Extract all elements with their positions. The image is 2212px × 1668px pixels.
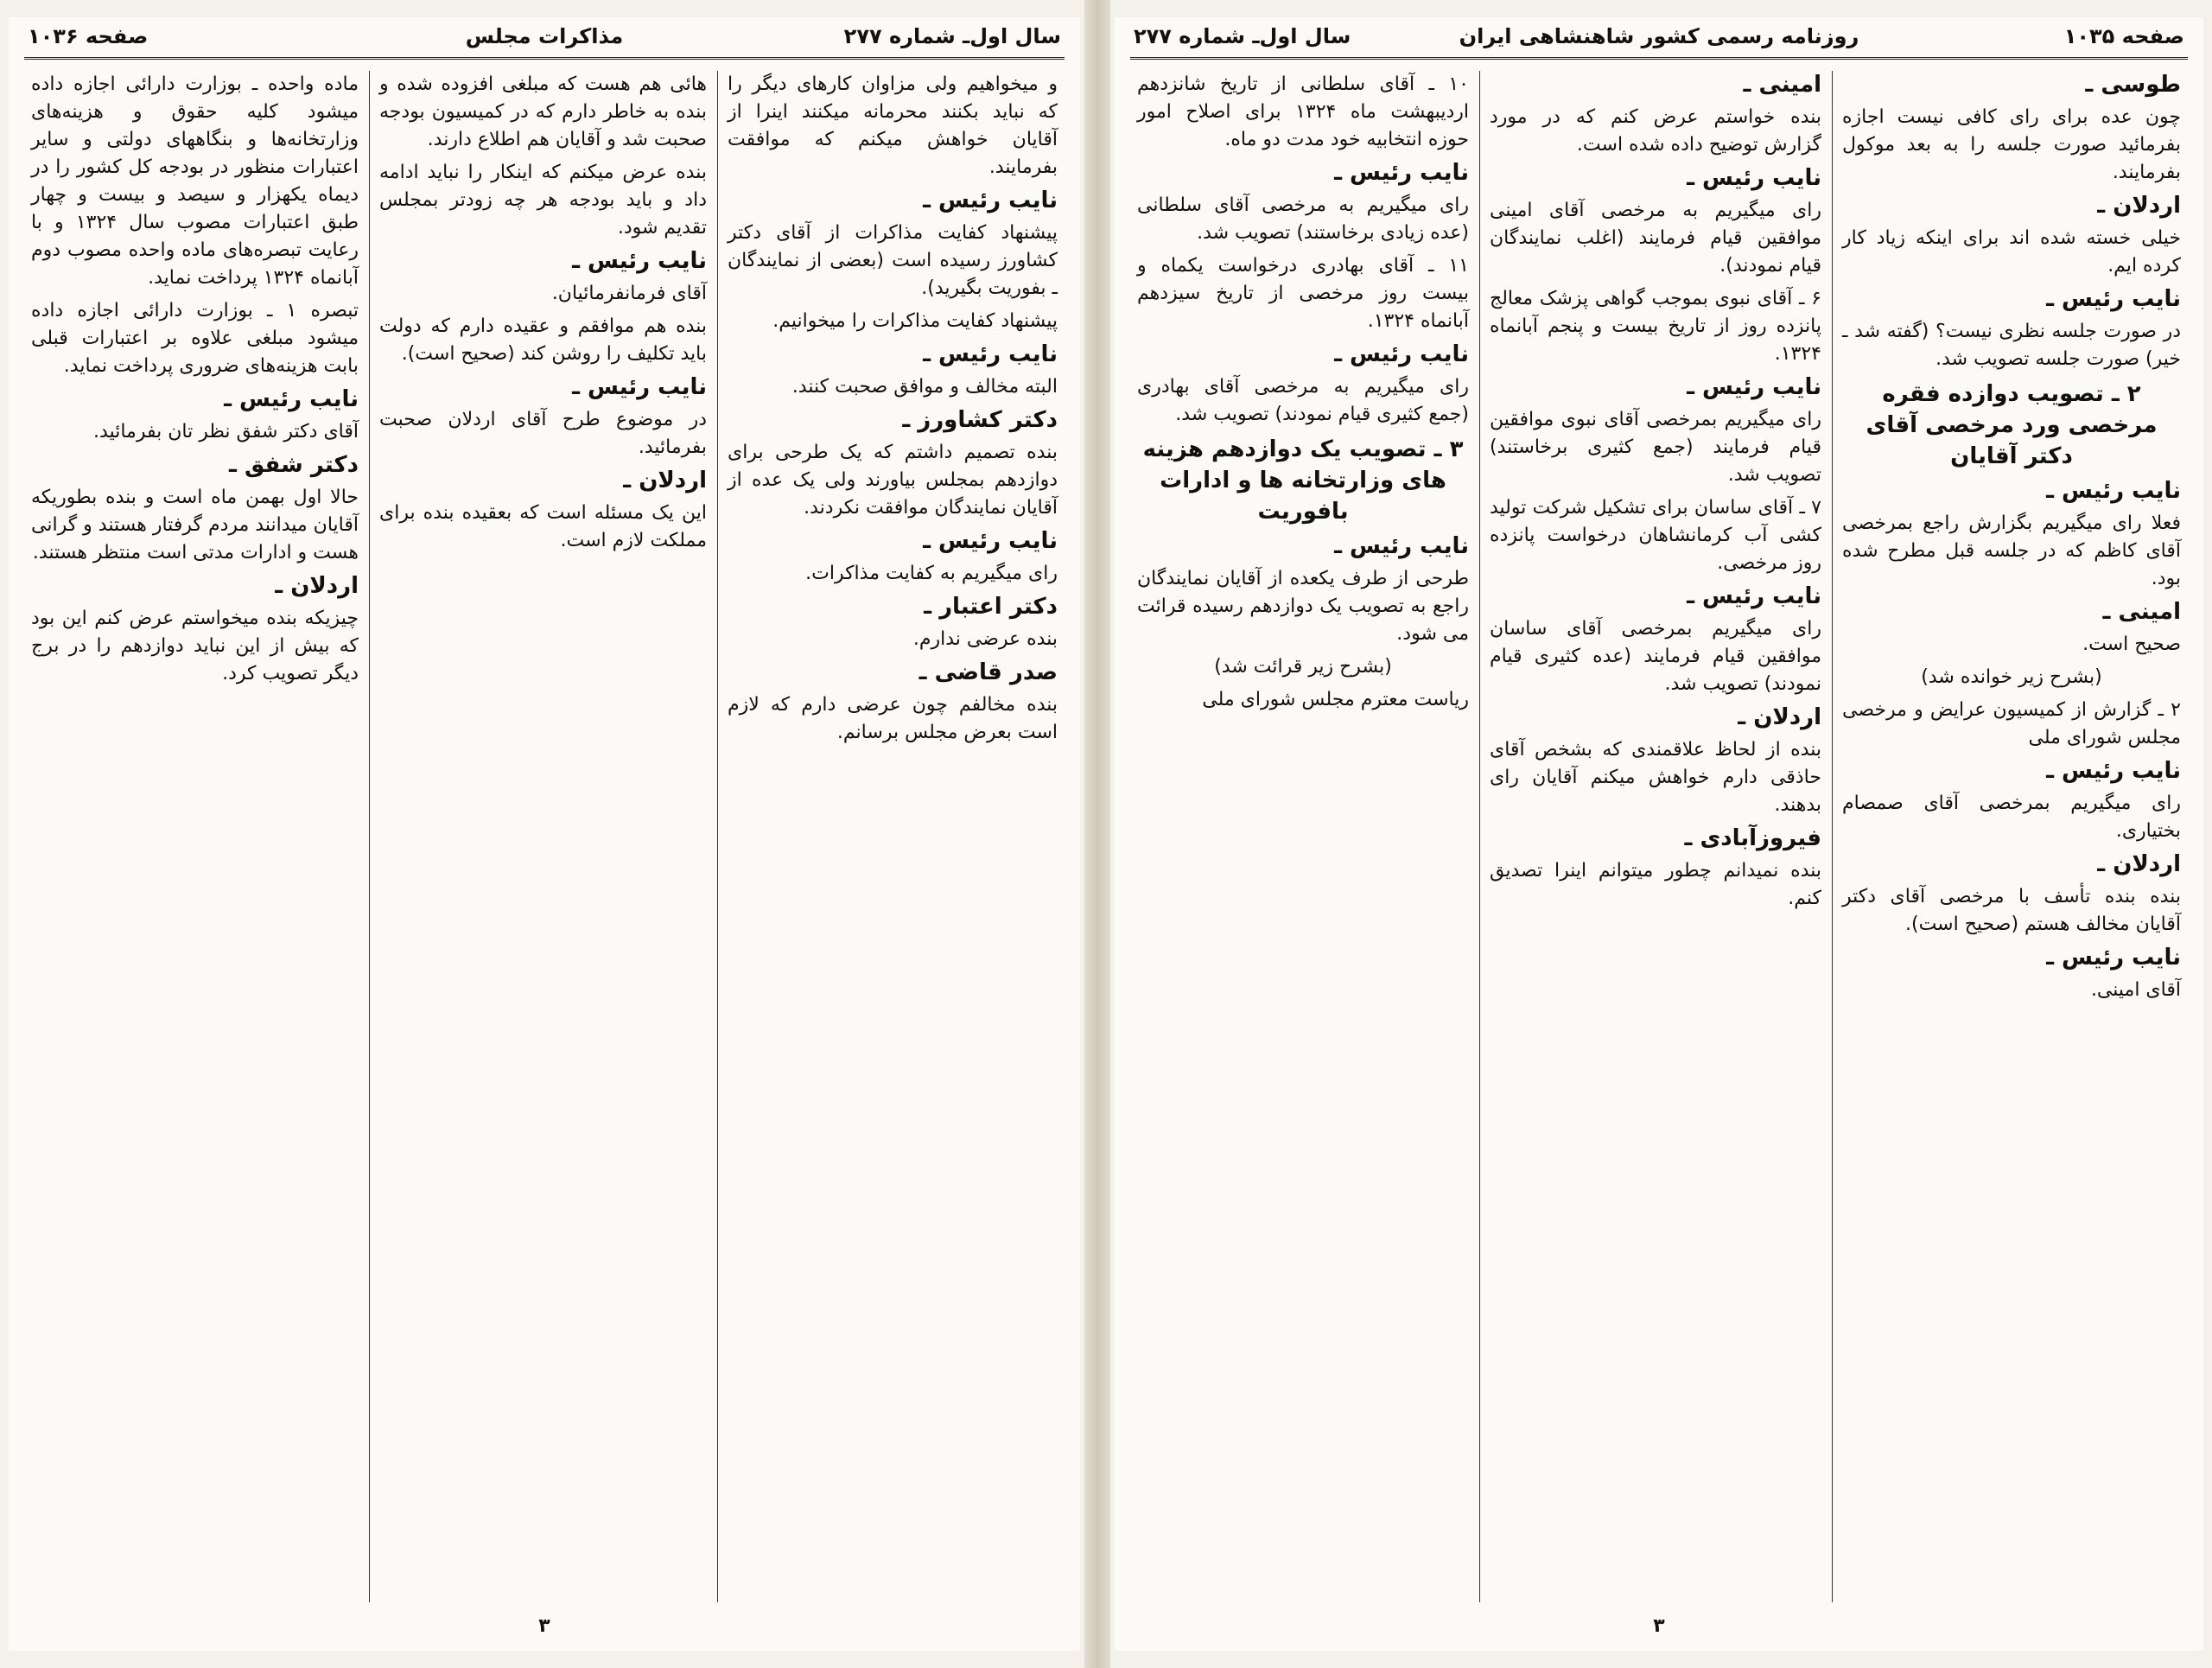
paragraph: بنده مخالفم چون عرضی دارم که لازم است بعرض مجلس برسانم. bbox=[728, 694, 1058, 743]
column-rule bbox=[717, 71, 718, 1602]
paragraph: ماده واحده ـ بوزارت دارائی اجازه داده میشود کلیه حقوق و هزینه‌های وزارتخانه‌ها و بنگاههای دولتی و سایر اعتبارات منظور در بودجه کل کشور را در دیماه یکهزار و سیصد و بیست و چهار طبق اعتبارات مصوب سال ۱۳۲۴ و با رعایت تبصره‌های ماده واحده مصوب دوم آبانماه ۱۳۲۴ پرداخت نماید. bbox=[31, 73, 359, 289]
paragraph: رای میگیریم به مرخصی آقای سلطانی (عده زیادی برخاستند) تصویب شد. bbox=[1137, 194, 1469, 244]
left-page bbox=[9, 17, 1080, 1651]
paragraph: رای میگیریم بمرخصی آقای نبوی موافقین قیام فرمایند (جمع کثیری برخاستند) تصویب شد. bbox=[1490, 409, 1821, 486]
speaker-name: نایب رئیس ـ bbox=[572, 248, 707, 274]
speaker-name: نایب رئیس ـ bbox=[1334, 341, 1469, 367]
paragraph: ۱۰ ـ آقای سلطانی از تاریخ شانزدهم اردیبهشت ماه ۱۳۲۴ برای اصلاح امور حوزه انتخابیه خود مدت دو ماه. bbox=[1137, 73, 1469, 150]
paragraph: بنده خواستم عرض کنم که در مورد گزارش توضیح داده شده است. bbox=[1490, 106, 1821, 156]
paragraph: طرحی از طرف یکعده از آقایان نمایندگان راجع به تصویب یک دوازدهم رسیده قرائت می شود. bbox=[1137, 568, 1469, 645]
paragraph: و میخواهیم ولی مزاوان کارهای دیگر را که نباید بکنند محرمانه میکنند اینرا از آقایان خواهش میکنم که موافقت بفرمایند. bbox=[728, 73, 1058, 178]
paragraph: پیشنهاد کفایت مذاکرات را میخوانیم. bbox=[772, 310, 1058, 332]
left-col-3 bbox=[24, 71, 365, 1602]
paragraph: ۶ ـ آقای نبوی بموجب گواهی پزشک معالج پانزده روز از تاریخ بیست و پنجم آبانماه ۱۳۲۴. bbox=[1490, 288, 1821, 365]
right-page-columns bbox=[1130, 71, 2188, 1602]
speaker-name: طوسی ـ bbox=[2085, 72, 2181, 98]
paragraph: ۲ ـ گزارش از کمیسیون عرایض و مرخصی مجلس شورای ملی bbox=[1842, 699, 2181, 748]
speaker-name: نایب رئیس ـ bbox=[2046, 286, 2181, 312]
binding-gutter bbox=[1084, 0, 1110, 1668]
speaker-name: فیروزآبادی ـ bbox=[1684, 825, 1821, 851]
paragraph: خیلی خسته شده اند برای اینکه زیاد کار کرده ایم. bbox=[1842, 227, 2181, 277]
speaker-name: نایب رئیس ـ bbox=[1687, 165, 1821, 191]
left-header-title: مذاکرات مجلس bbox=[465, 24, 624, 48]
left-col-1 bbox=[721, 71, 1065, 1602]
left-header-page-number: صفحه ۱۰۳۶ bbox=[28, 24, 149, 48]
speaker-name: نایب رئیس ـ bbox=[2046, 758, 2181, 784]
paragraph: ۱۱ ـ آقای بهادری درخواست یکماه و بیست روز مرخصی از تاریخ سیزدهم آبانماه ۱۳۲۴. bbox=[1137, 255, 1469, 332]
paragraph: در موضوع طرح آقای اردلان صحبت بفرمائید. bbox=[379, 409, 707, 458]
speaker-name: اردلان ـ bbox=[1738, 704, 1821, 730]
speaker-name: نایب رئیس ـ bbox=[224, 386, 359, 412]
left-page-header bbox=[24, 17, 1065, 60]
column-rule bbox=[1832, 71, 1833, 1602]
left-footer-page-number: ۳ bbox=[538, 1615, 550, 1637]
speaker-name: نایب رئیس ـ bbox=[1687, 583, 1821, 609]
column-rule bbox=[1479, 71, 1480, 1602]
paragraph: رای میگیریم به کفایت مذاکرات. bbox=[805, 563, 1058, 584]
paragraph: بنده بنده تأسف با مرخصی آقای دکتر آقایان مخالف هستم (صحیح است). bbox=[1842, 886, 2181, 935]
paragraph: چون عده برای رای کافی نیست اجازه بفرمائید صورت جلسه را به بعد موکول بفرمایند. bbox=[1842, 106, 2181, 183]
right-col-2 bbox=[1483, 71, 1828, 1602]
right-footer-page-number: ۳ bbox=[1653, 1615, 1665, 1637]
speaker-name: امینی ـ bbox=[1743, 72, 1821, 98]
speaker-name: اردلان ـ bbox=[2097, 193, 2181, 219]
speaker-name: نایب رئیس ـ bbox=[572, 374, 707, 400]
right-page bbox=[1115, 17, 2203, 1651]
paragraph: ۷ ـ آقای ساسان برای تشکیل شرکت تولید کشی آب کرمانشاهان درخواست پانزده روز مرخصی. bbox=[1490, 497, 1821, 574]
left-page-columns bbox=[24, 71, 1065, 1602]
section-heading: ۳ ـ تصویب یک دوازدهم هزینه های وزارتخانه ها و ادارات بافوریت bbox=[1142, 436, 1464, 525]
right-col-1 bbox=[1835, 71, 2188, 1602]
speaker-name: نایب رئیس ـ bbox=[1334, 160, 1469, 186]
right-header-issue: سال اول‌ـ شماره ۲۷۷ bbox=[1134, 24, 1351, 48]
paragraph: بنده تصمیم داشتم که یک طرحی برای دوازدهم بمجلس بیاورند ولی یک عده از آقایان نمایندگان موافقت نکردند. bbox=[728, 442, 1058, 519]
right-col-3 bbox=[1130, 71, 1476, 1602]
paragraph: بنده از لحاظ علاقمندی که بشخص آقای حاذقی دارم خواهش میکنم آقایان رای بدهند. bbox=[1490, 739, 1821, 816]
paragraph: البته مخالف و موافق صحبت کنند. bbox=[791, 376, 1058, 398]
paragraph: بنده عرض میکنم که اینکار را نباید ادامه داد و باید بودجه هر چه زودتر بمجلس تقدیم شود. bbox=[379, 162, 707, 239]
speaker-name: نایب رئیس ـ bbox=[923, 188, 1058, 213]
speaker-name: نایب رئیس ـ bbox=[1334, 533, 1469, 559]
paragraph: بنده نمیدانم چطور میتوانم اینرا تصدیق کنم. bbox=[1490, 860, 1821, 909]
speaker-name: اردلان ـ bbox=[275, 573, 359, 599]
paragraph: رای میگیریم به مرخصی آقای بهادری (جمع کثیری قیام نمودند) تصویب شد. bbox=[1137, 376, 1469, 425]
speaker-name: نایب رئیس ـ bbox=[923, 341, 1058, 367]
speaker-name: نایب رئیس ـ bbox=[2046, 478, 2181, 504]
speaker-name: نایب رئیس ـ bbox=[923, 528, 1058, 554]
paragraph: حالا اول بهمن ماه است و بنده بطوریکه آقایان میدانند مردم گرفتار هستند و گرانی هست و ادارات مدتی است منتظر هستند. bbox=[31, 487, 359, 563]
paragraph: بنده عرضی ندارم. bbox=[912, 628, 1058, 650]
speaker-name: اردلان ـ bbox=[2097, 851, 2181, 877]
speaker-name: صدر قاضی ـ bbox=[918, 659, 1058, 685]
paragraph: بنده هم موافقم و عقیده دارم که دولت باید تکلیف را روشن کند (صحیح است). bbox=[379, 315, 707, 365]
paragraph: رای میگیریم بمرخصی آقای ساسان موافقین قیام فرمایند (عده کثیری قیام نمودند) تصویب شد. bbox=[1490, 618, 1821, 695]
right-header-title: روزنامه رسمی کشور شاهنشاهی ایران bbox=[1459, 24, 1859, 48]
left-header-issue: سال اول‌ـ شماره ۲۷۷ bbox=[843, 24, 1061, 48]
paragraph: ریاست معترم مجلس شورای ملی bbox=[1202, 689, 1469, 710]
paragraph: در صورت جلسه نظری نیست؟ (گفته شد ـ خیر) صورت جلسه تصویب شد. bbox=[1842, 321, 2181, 370]
paragraph: آقای امینی. bbox=[2090, 979, 2181, 1001]
speaker-name: دکتر اعتبار ـ bbox=[924, 594, 1058, 620]
speaker-name: اردلان ـ bbox=[623, 468, 707, 493]
speaker-name: دکتر کشاورز ـ bbox=[902, 407, 1058, 433]
stage-note: (بشرح زیر قرائت شد) bbox=[1214, 656, 1392, 678]
paragraph: پیشنهاد کفایت مذاکرات از آقای دکتر کشاورز رسیده است (بعضی از نمایندگان ـ بفوریت بگیرید). bbox=[728, 222, 1058, 299]
paragraph: رای میگیریم به مرخصی آقای امینی موافقین قیام فرمایند (اغلب نمایندگان قیام نمودند). bbox=[1490, 200, 1821, 277]
speaker-name: دکتر شفق ـ bbox=[229, 452, 359, 478]
paragraph: فعلا رای میگیریم بگزارش راجع بمرخصی آقای کاظم که در جلسه قبل مطرح شده بود. bbox=[1842, 512, 2181, 589]
paragraph: صحیح است. bbox=[2082, 633, 2181, 655]
stage-note: (بشرح زیر خوانده شد) bbox=[1921, 666, 2102, 688]
right-header-page-number: صفحه ۱۰۳۵ bbox=[2063, 24, 2184, 48]
paragraph: تبصره ۱ ـ بوزارت دارائی اجازه داده میشود مبلغی علاوه بر اعتبارات قبلی بابت هزینه‌های ضروری پرداخت نماید. bbox=[31, 300, 359, 377]
paragraph: آقای دکتر شفق نظر تان بفرمائید. bbox=[93, 421, 359, 442]
section-heading: ۲ ـ تصویب دوازده فقره مرخصی ورد مرخصی آقای دکتر آقایان bbox=[1866, 381, 2158, 469]
paragraph: چیزیکه بنده میخواستم عرض کنم این بود که بیش از این نباید دوازدهم را در برج دیگر تصویب کرد. bbox=[31, 608, 359, 684]
speaker-name: نایب رئیس ـ bbox=[1687, 374, 1821, 400]
paragraph: هائی هم هست که مبلغی افزوده شده و بنده به خاطر دارم که در کمیسیون بودجه صحبت شد و آقایان هم اطلاع دارند. bbox=[379, 73, 707, 150]
speaker-name: نایب رئیس ـ bbox=[2046, 945, 2181, 971]
paragraph: رای میگیریم بمرخصی آقای صمصام بختیاری. bbox=[1842, 793, 2181, 842]
column-rule bbox=[369, 71, 370, 1602]
paragraph: این یک مسئله است که بعقیده بنده برای مملکت لازم است. bbox=[379, 502, 707, 551]
left-col-2 bbox=[372, 71, 714, 1602]
paragraph: آقای فرمانفرمائیان. bbox=[551, 283, 707, 304]
right-page-header bbox=[1130, 17, 2188, 60]
speaker-name: امینی ـ bbox=[2102, 599, 2181, 625]
